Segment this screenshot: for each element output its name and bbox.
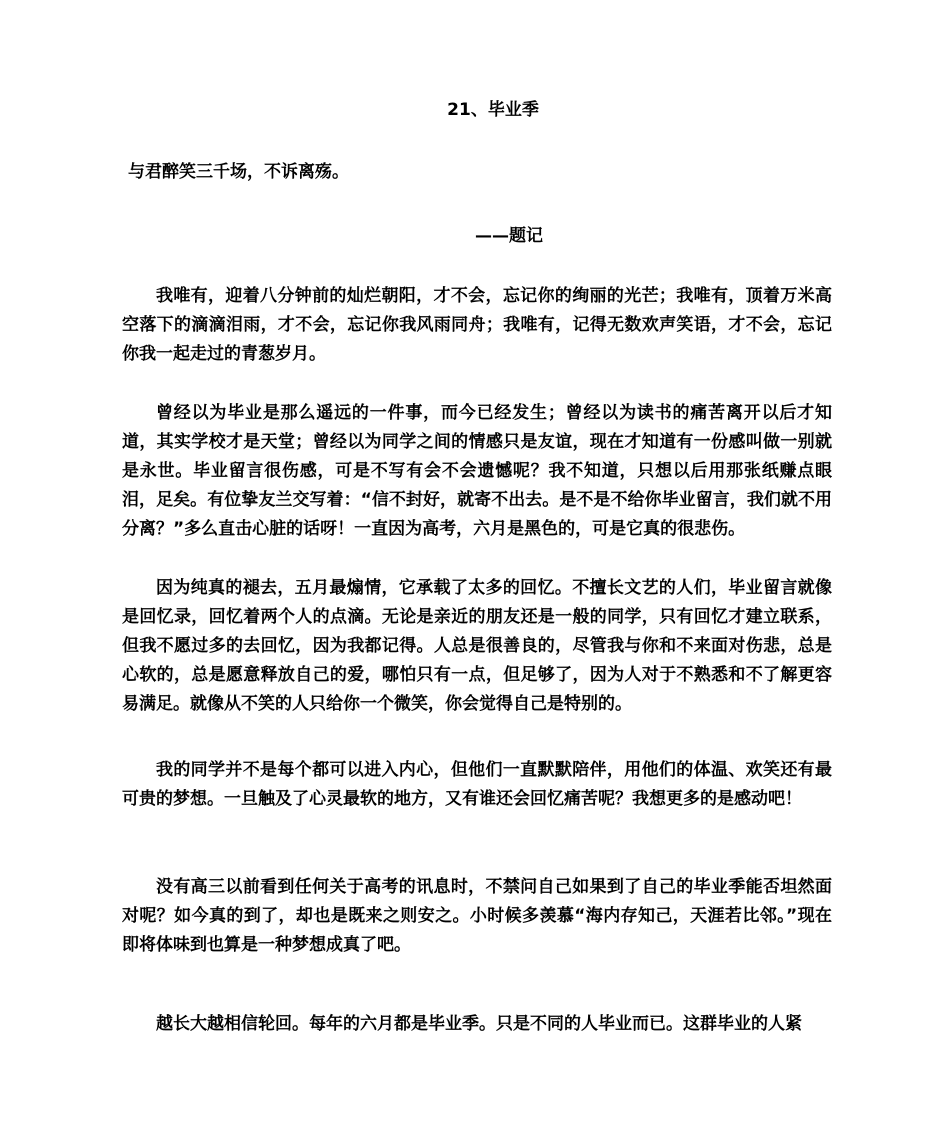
paragraph: 没有高三以前看到任何关于高考的讯息时，不禁问自己如果到了自己的毕业季能否坦然面对呢？如今真的到了，却也是既来之则安之。小时候多羡慕“海内存知己，天涯若比邻。”现在即将体味到也算是一种梦想成真了吧。 [122, 877, 832, 955]
document-title: 21、毕业季 [447, 100, 539, 120]
epigraph: 与君醉笑三千场，不诉离殇。 [128, 162, 349, 182]
paragraph: 越长大越相信轮回。每年的六月都是毕业季。只是不同的人毕业而已。这群毕业的人紧 [156, 1014, 802, 1034]
paragraph: 我的同学并不是每个都可以进入内心，但他们一直默默陪伴，用他们的体温、欢笑还有最可贵的梦想。一旦触及了心灵最软的地方，又有谁还会回忆痛苦呢？我想更多的是感动吧！ [122, 760, 832, 809]
paragraph: 因为纯真的褪去，五月最煽情，它承载了太多的回忆。不擅长文艺的人们，毕业留言就像是回忆录，回忆着两个人的点滴。无论是亲近的朋友还是一般的同学，只有回忆才建立联系，但我不愿过多的去回忆，因为我都记得。人总是很善良的，尽管我与你和不来面对伤悲，总是心软的，总是愿意释放自己的爱，哪怕只有一点，但足够了，因为人对于不熟悉和不了解更容易满足。就像从不笑的人只给你一个微笑，你会觉得自己是特别的。 [122, 578, 832, 714]
paragraph: 我唯有，迎着八分钟前的灿烂朝阳，才不会，忘记你的绚丽的光芒；我唯有，顶着万米高空落下的滴滴泪雨，才不会，忘记你我风雨同舟；我唯有，记得无数欢声笑语，才不会，忘记你我一起走过的青葱岁月。 [122, 286, 832, 364]
epigraph-source: ——题记 [475, 226, 543, 246]
paragraph: 曾经以为毕业是那么遥远的一件事，而今已经发生；曾经以为读书的痛苦离开以后才知道，其实学校才是天堂；曾经以为同学之间的情感只是友谊，现在才知道有一份感叫做一别就是永世。毕业留言很伤感，可是不写有会不会遗憾呢？我不知道，只想以后用那张纸赚点眼泪，足矣。有位挚友兰交写着：“信不封好，就寄不出去。是不是不给你毕业留言，我们就不用分离？”多么直击心脏的话呀！一直因为高考，六月是黑色的，可是它真的很悲伤。 [122, 403, 832, 539]
